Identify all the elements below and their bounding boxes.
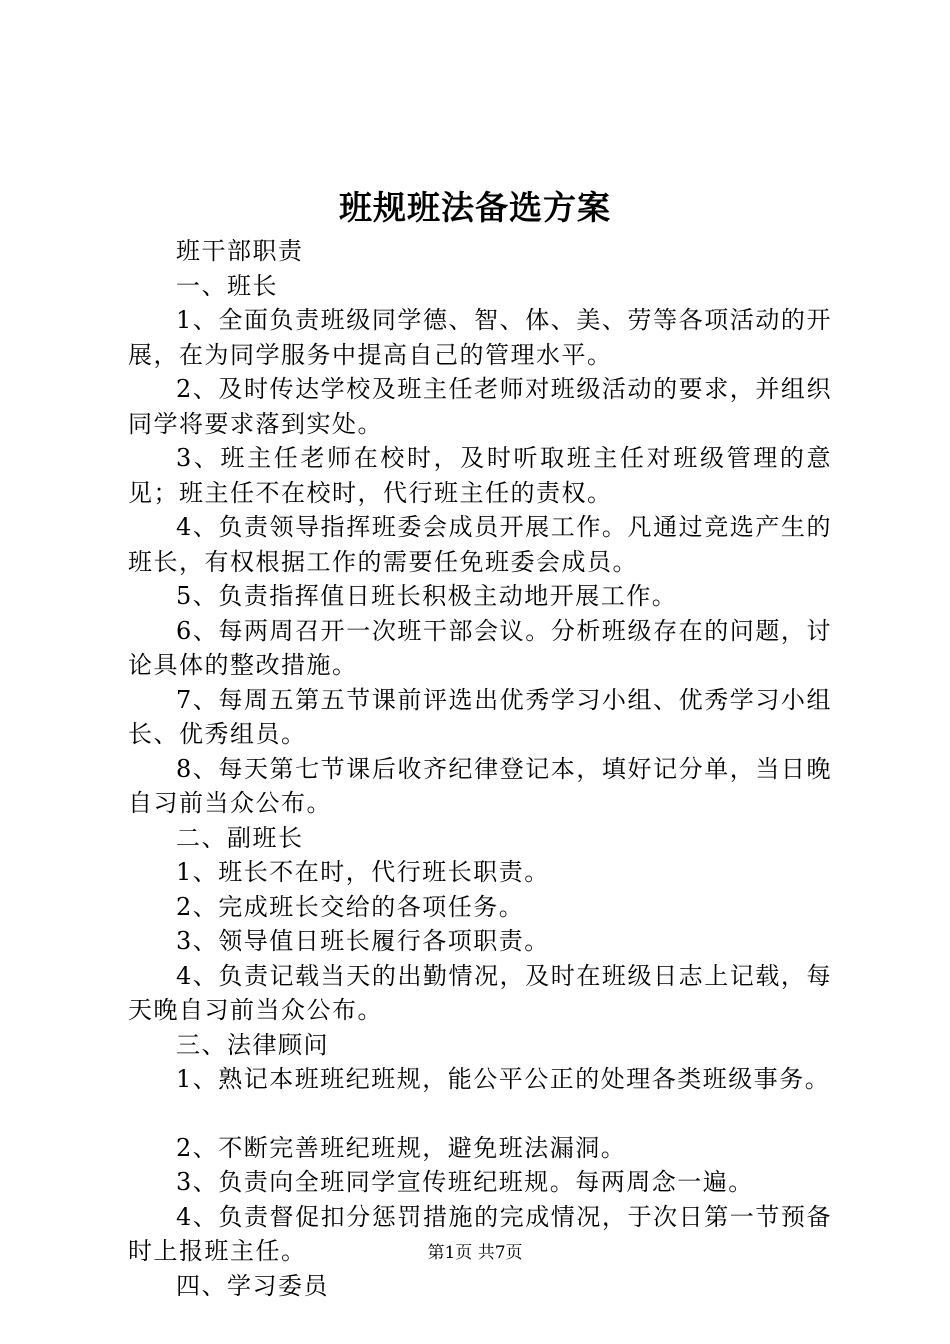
paragraph: 6、每两周召开一次班干部会议。分析班级存在的问题，讨论具体的整改措施。 xyxy=(128,616,832,679)
paragraph: 2、不断完善班纪班规，避免班法漏洞。 xyxy=(176,1133,627,1162)
section-heading-vice-monitor: 二、副班长 xyxy=(176,823,304,852)
paragraph: 7、每周五第五节课前评选出优秀学习小组、优秀学习小组长、优秀组员。 xyxy=(128,685,832,748)
paragraph: 1、熟记本班班纪班规，能公平公正的处理各类班级事务。 xyxy=(176,1065,831,1093)
page-footer: 第1页 共7页 xyxy=(427,1243,523,1263)
document-body xyxy=(128,234,832,1303)
section-heading-legal-advisor: 三、法律顾问 xyxy=(176,1030,329,1059)
paragraph: 5、负责指挥值日班长积极主动地开展工作。 xyxy=(176,582,678,610)
section-heading-cadre-duties: 班干部职责 xyxy=(176,237,304,265)
paragraph: 4、负责领导指挥班委会成员开展工作。凡通过竞选产生的班长，有权根据工作的需要任免班委会成员。 xyxy=(128,513,832,576)
paragraph: 1、班长不在时，代行班长职责。 xyxy=(176,858,550,886)
paragraph: 4、负责督促扣分惩罚措施的完成情况，于次日第一节预备时上报班主任。 xyxy=(128,1202,832,1265)
paragraph: 8、每天第七节课后收齐纪律登记本，填好记分单，当日晚自习前当众公布。 xyxy=(128,754,832,817)
paragraph: 3、领导值日班长履行各项职责。 xyxy=(176,927,550,955)
paragraph: 2、完成班长交给的各项任务。 xyxy=(176,892,525,921)
section-heading-monitor: 一、班长 xyxy=(176,271,278,300)
paragraph: 1、全面负责班级同学德、智、体、美、劳等各项活动的开展，在为同学服务中提高自己的管理水平。 xyxy=(128,306,832,369)
paragraph: 4、负责记载当天的出勤情况，及时在班级日志上记载，每天晚自习前当众公布。 xyxy=(128,961,832,1024)
paragraph: 2、及时传达学校及班主任老师对班级活动的要求，并组织同学将要求落到实处。 xyxy=(128,375,832,438)
paragraph: 3、班主任老师在校时，及时听取班主任对班级管理的意见；班主任不在校时，代行班主任的责权。 xyxy=(128,444,832,507)
paragraph: 3、负责向全班同学宣传班纪班规。每两周念一遍。 xyxy=(176,1168,754,1196)
section-heading-study-committee: 四、学习委员 xyxy=(176,1271,329,1300)
document-title: 班规班法备选方案 xyxy=(339,188,611,227)
